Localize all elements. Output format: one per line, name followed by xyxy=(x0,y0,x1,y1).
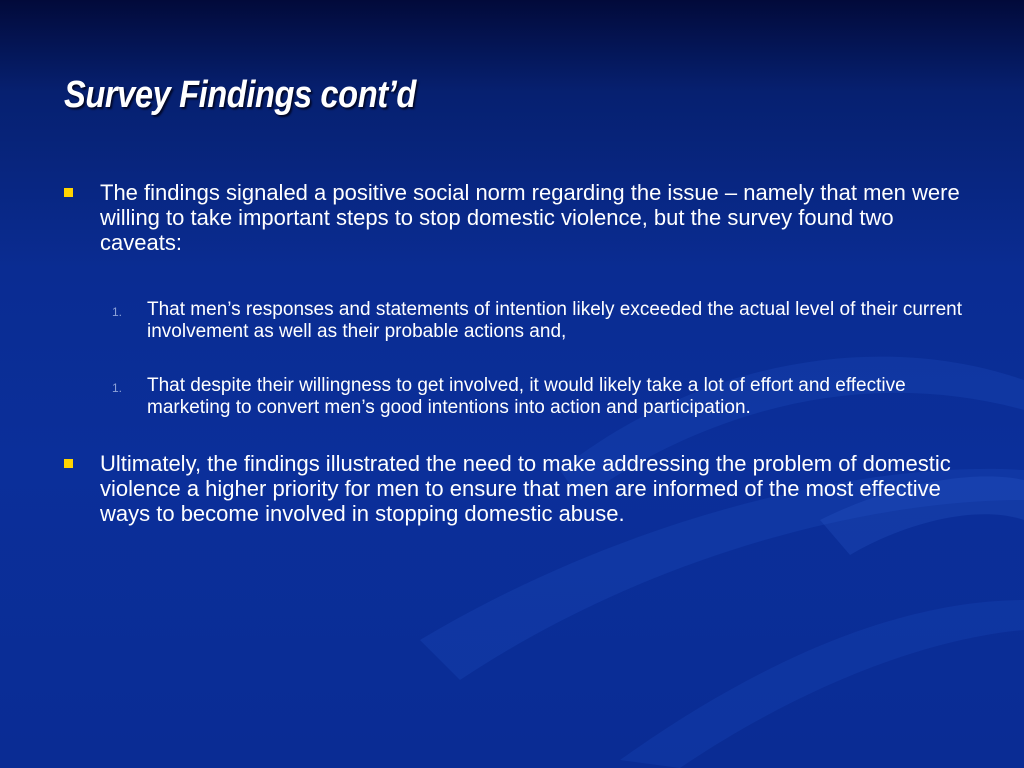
numbered-subitem xyxy=(60,299,980,343)
subitem-text: That despite their willingness to get involved, it would likely take a lot of effort and effective marketing to convert men’s good intentions into action and participation. xyxy=(147,375,906,418)
subitem-text: That men’s responses and statements of intention likely exceeded the actual level of their current involvement as well as their probable actions and, xyxy=(147,299,962,342)
bullet-item xyxy=(60,451,980,526)
subitem-number: 1. xyxy=(112,305,123,319)
subitem-number: 1. xyxy=(112,381,123,395)
bullet-text: The findings signaled a positive social norm regarding the issue – namely that men were willing to take important steps to stop domestic violence, but the survey found two caveats: xyxy=(100,180,960,255)
bullet-text: Ultimately, the findings illustrated the need to make addressing the problem of domestic violence a higher priority for men to ensure that men are informed of the most effective ways to become involved in stopping domestic abuse. xyxy=(100,451,951,526)
slide-title: Survey Findings cont’d xyxy=(64,74,416,116)
yellow-square-bullet-icon xyxy=(64,459,73,468)
numbered-sublist xyxy=(60,299,980,419)
numbered-subitem xyxy=(60,375,980,419)
bullet-item xyxy=(60,180,980,255)
slide-content xyxy=(60,180,980,526)
yellow-square-bullet-icon xyxy=(64,188,73,197)
